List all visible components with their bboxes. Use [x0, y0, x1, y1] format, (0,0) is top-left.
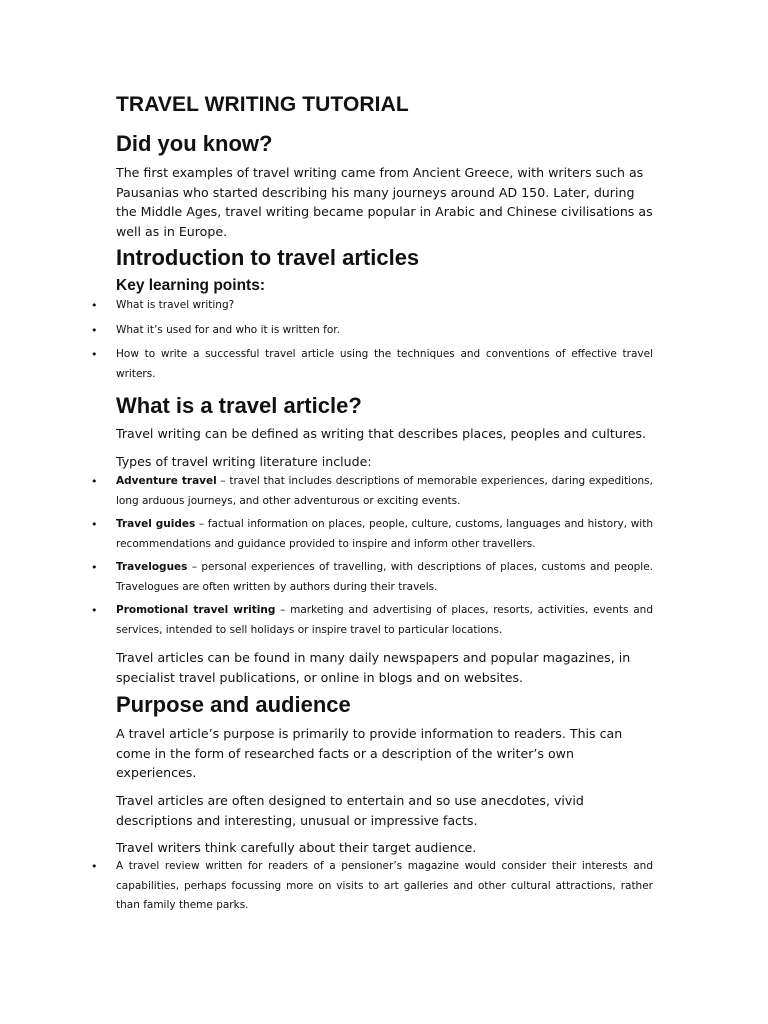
definition-text: Travel writing can be defined as writing that describes places, peoples and cultures.: [116, 426, 647, 441]
types-list: [91, 472, 653, 640]
type-description: – marketing and advertising of places, resorts, activities, events and services, intended to sell holidays or inspire travel to particular locations.: [116, 604, 653, 636]
what-is-heading: What is a travel article?: [116, 393, 362, 418]
list-item: [91, 321, 653, 341]
type-term: Promotional travel writing: [116, 604, 276, 616]
type-term: Adventure travel: [116, 475, 217, 487]
did-you-know-text: The first examples of travel writing came from Ancient Greece, with writers such as Pausanias who started describing his many journeys around AD 150. Later, during the Middle Ages, travel writing became popular in Arabic and Chinese civilisations as well as in Europe.: [116, 165, 653, 239]
list-item: [91, 857, 653, 916]
type-description: – travel that includes descriptions of memorable experiences, daring expeditions, long arduous journeys, and other adventurous or exciting events.: [116, 475, 653, 507]
list-item-text: What is travel writing?: [116, 299, 235, 311]
purpose-paragraph-2: Travel articles are often designed to entertain and so use anecdotes, vivid descriptions and interesting, unusual or impressive facts.: [116, 793, 584, 828]
list-item: [91, 296, 653, 316]
document-title: TRAVEL WRITING TUTORIAL: [116, 93, 409, 116]
bullet-icon: •: [91, 323, 98, 337]
did-you-know-heading: Did you know?: [116, 131, 273, 156]
bullet-icon: •: [91, 518, 98, 531]
purpose-paragraph-3: Travel writers think carefully about their target audience.: [116, 840, 477, 855]
bullet-icon: •: [91, 299, 98, 312]
list-item: [91, 515, 653, 554]
list-item-text: A travel review written for readers of a pensioner’s magazine would consider their interests and capabilities, perhaps focussing more on visits to art galleries and other cultural attractions, rather than family theme parks.: [116, 860, 653, 911]
type-term: Travelogues: [116, 561, 188, 573]
closing-text: Travel articles can be found in many daily newspapers and popular magazines, in specialist travel publications, or online in blogs and on websites.: [116, 650, 631, 685]
key-learning-points-list: [91, 296, 653, 384]
bullet-icon: •: [91, 561, 98, 574]
type-description: – factual information on places, people, culture, customs, languages and history, with recommendations and guidance provided to inspire and inform other travellers.: [116, 518, 653, 550]
list-item-text: How to write a successful travel article using the techniques and conventions of effective travel writers.: [116, 348, 653, 380]
bullet-icon: •: [91, 475, 98, 488]
list-item: [91, 558, 653, 597]
type-description: – personal experiences of travelling, with descriptions of places, customs and people. Travelogues are often written by authors during their travels.: [116, 561, 653, 593]
list-item: [91, 472, 653, 511]
intro-heading: Introduction to travel articles: [116, 245, 420, 270]
types-intro-text: Types of travel writing literature include:: [116, 454, 372, 469]
list-item: [91, 601, 653, 640]
purpose-paragraph-1: A travel article’s purpose is primarily to provide information to readers. This can come in the form of researched facts or a description of the writer’s own experiences.: [116, 726, 623, 780]
bullet-icon: •: [91, 604, 98, 617]
list-item-text: What it’s used for and who it is written for.: [116, 323, 340, 336]
bullet-icon: •: [91, 860, 98, 873]
type-term: Travel guides: [116, 518, 196, 530]
key-learning-points-heading: Key learning points:: [116, 277, 265, 294]
list-item: [91, 345, 653, 384]
purpose-heading: Purpose and audience: [116, 692, 351, 717]
purpose-list: [91, 857, 653, 916]
bullet-icon: •: [91, 348, 98, 361]
